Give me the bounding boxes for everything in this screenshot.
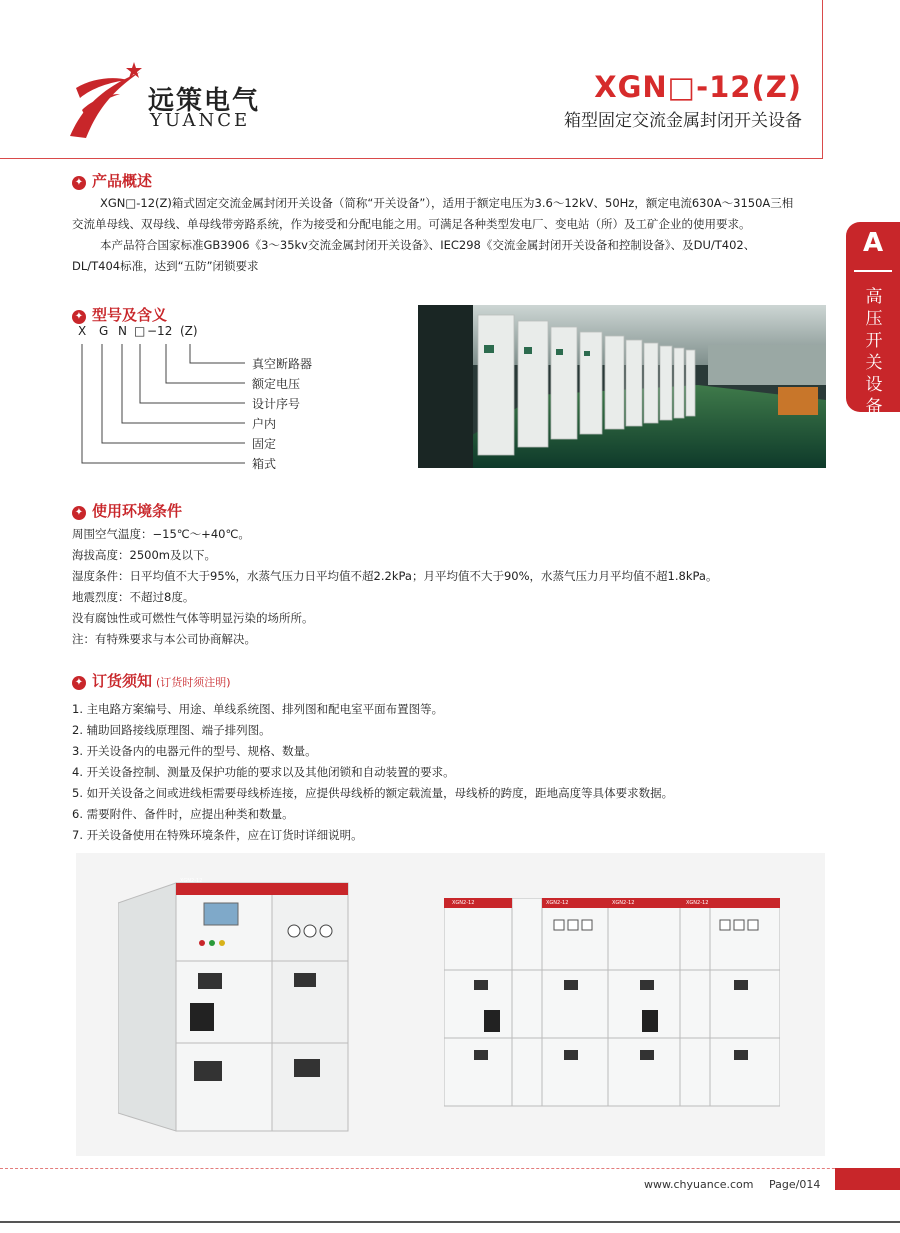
order-item-4: 4. 开关设备控制、测量及保护功能的要求以及其他闭锁和自动装置的要求。 [72,765,455,779]
label-design-number: 设计序号 [252,397,301,411]
env-note: 注：有特殊要求与本公司协商解决。 [72,632,256,646]
cabinet-tag-right-4: XGN2-12 [686,900,709,906]
overview-paragraph-1-line-2: 交流单母线、双母线、单母线带旁路系统，作为接受和分配电能之用。可满足各种类型发电厂、变电站（所）及工矿企业的使用要求。 [72,217,751,231]
code-g: G [99,324,109,338]
star-icon: ✦ [72,506,86,520]
order-item-6: 6. 需要附件、备件时，应提出种类和数量。 [72,807,294,821]
order-item-5: 5. 如开关设备之间或进线柜需要母线桥连接，应提供母线桥的额定载流量，母线桥的跨度，距地高度等具体要求数据。 [72,786,674,800]
env-pollution: 没有腐蚀性或可燃性气体等明显污染的场所所。 [72,611,314,625]
overview-paragraph-1-line-1: XGN□-12(Z)箱式固定交流金属封闭开关设备（简称“开关设备”），适用于额定电压为3.6～12kV、50Hz，额定电流630A～3150A三相 [100,196,794,210]
overview-paragraph-2-line-2: DL/T404标准，达到“五防”闭锁要求 [72,259,259,273]
label-indoor: 户内 [252,417,277,431]
cabinet-tag-right-2: XGN2-12 [546,900,569,906]
environment-section-title: ✦ 使用环境条件 [72,500,182,521]
order-item-1: 1. 主电路方案编号、用途、单线系统图、排列图和配电室平面布置图等。 [72,702,444,716]
label-box-type: 箱式 [252,457,277,471]
model-meaning-section-title: ✦ 型号及含义 [72,304,167,325]
overview-paragraph-2-line-1: 本产品符合国家标准GB3906《3～35kv交流金属封闭开关设备》、IEC298《交流金属封闭开关设备和控制设备》、及DU/T402、 [100,238,756,252]
cabinet-tag-left: XGN2-12 [180,878,203,884]
footer-page-number: Page/014 [769,1178,821,1191]
code-box: □ [134,324,146,338]
env-humidity: 湿度条件：日平均值不大于95%，水蒸气压力日平均值不超2.2kPa；月平均值不大于90%，水蒸气压力月平均值不超1.8kPa。 [72,569,718,583]
category-text: 高压开关设备 [865,287,883,417]
logo-english-name: YUANCE [150,110,251,131]
footer-accent-bar [835,1168,900,1190]
code-z: (Z) [180,324,198,338]
code-12: −12 [147,324,173,338]
label-fixed: 固定 [252,437,277,451]
footer-dashed-line [0,1168,900,1169]
footer-website[interactable]: www.chyuance.com [644,1178,754,1191]
model-subtitle: 箱型固定交流金属封闭开关设备 [564,111,802,131]
cabinet-tag-right-3: XGN2-12 [612,900,635,906]
label-vacuum-breaker: 真空断路器 [252,357,313,371]
star-icon: ✦ [72,310,86,324]
order-item-7: 7. 开关设备使用在特殊环境条件，应在订货时详细说明。 [72,828,363,842]
overview-section-title: ✦ 产品概述 [72,170,152,191]
bottom-border-line [0,1221,900,1223]
code-x: X [78,324,87,338]
order-item-3: 3. 开关设备内的电器元件的型号、规格、数量。 [72,744,317,758]
env-altitude: 海拔高度：2500m及以下。 [72,548,216,562]
side-tab-divider [854,270,892,272]
company-logo-icon [62,58,148,144]
model-title: XGN□-12(Z) [594,70,802,104]
label-rated-voltage: 额定电压 [252,377,301,391]
category-letter: A [862,228,884,258]
cabinet-front-illustration [444,898,780,1108]
logo-chinese-name: 远策电气 [148,86,261,116]
env-temperature: 周围空气温度：−15℃～+40℃。 [72,527,250,541]
factory-photo [418,305,826,468]
cabinet-tag-right-1: XGN2-12 [452,900,475,906]
product-photos [76,853,825,1156]
star-icon: ✦ [72,676,86,690]
order-item-2: 2. 辅助回路接线原理图、端子排列图。 [72,723,271,737]
star-icon: ✦ [72,176,86,190]
cabinet-3d-illustration [118,873,358,1133]
env-seismic: 地震烈度：不超过8度。 [72,590,195,604]
ordering-section-title: ✦ 订货须知 (订货时须注明) [72,670,231,691]
ordering-note: (订货时须注明) [156,676,231,689]
code-n: N [118,324,127,338]
model-code-leader-lines [70,340,250,470]
